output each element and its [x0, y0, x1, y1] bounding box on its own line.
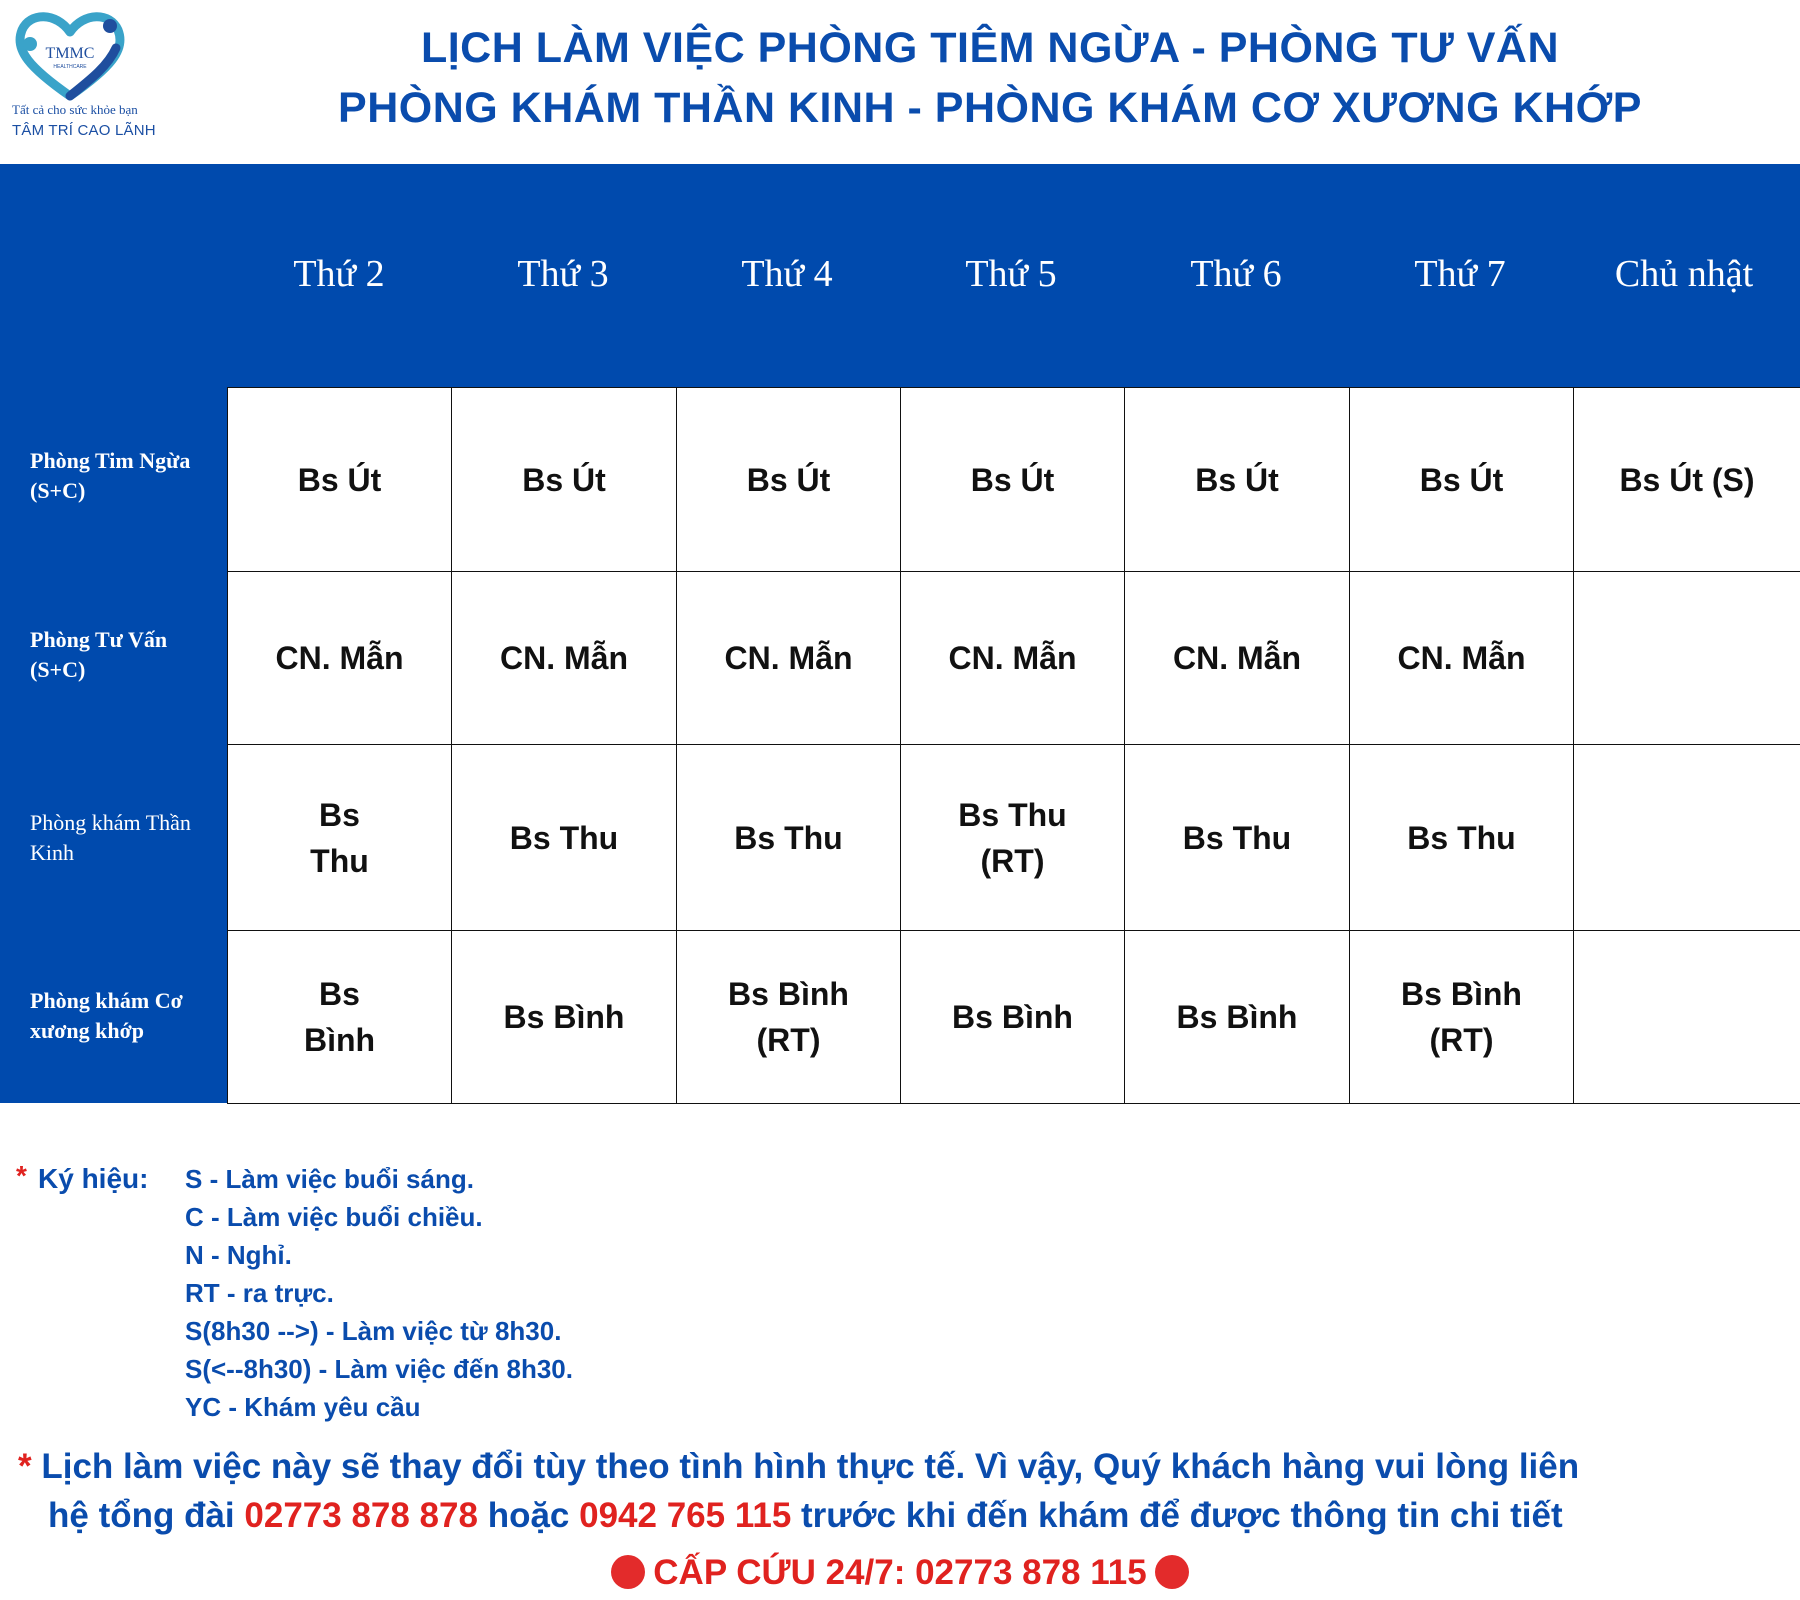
- notice-line-1: Lịch làm việc này sẽ thay đổi tùy theo tình hình thực tế. Vì vậy, Quý khách hàng vui lòng liên: [31, 1447, 1580, 1486]
- emergency-banner: [0, 1553, 1800, 1593]
- schedule-cell: Bs Út: [451, 387, 677, 572]
- legend-item: S(8h30 -->) - Làm việc từ 8h30.: [185, 1316, 562, 1346]
- row-label-musculoskeletal: Phòng khám Cơ xương khớp: [30, 988, 183, 1043]
- notice-text: hoặc: [477, 1496, 580, 1535]
- schedule-cell: Bs Út: [900, 387, 1125, 572]
- legend-title: Ký hiệu:: [38, 1163, 149, 1194]
- day-header: Thứ 7: [1414, 253, 1506, 295]
- schedule-cell: CN. Mẫn: [900, 571, 1125, 745]
- schedule-cell: CN. Mẫn: [451, 571, 677, 745]
- notice-text: trước khi đến khám để được thông tin chi tiết: [791, 1496, 1563, 1535]
- schedule-cell: Bs Út: [676, 387, 901, 572]
- day-header: Thứ 2: [293, 253, 385, 295]
- schedule-cell: Bs Út: [1349, 387, 1574, 572]
- row-label-neurology: Phòng khám Thần Kinh: [30, 810, 191, 865]
- day-header: Thứ 5: [965, 253, 1057, 295]
- day-header: Thứ 6: [1190, 253, 1282, 295]
- logo-tagline: Tất cả cho sức khỏe bạn: [12, 102, 138, 117]
- schedule-cell: [1573, 930, 1800, 1104]
- day-header: Thứ 3: [517, 253, 609, 295]
- day-header: Chủ nhật: [1614, 253, 1754, 295]
- page-title-line-2: PHÒNG KHÁM THẦN KINH - PHÒNG KHÁM CƠ XƯƠNG KHỚP: [338, 84, 1642, 132]
- schedule-cell: Bs Thu: [676, 744, 901, 931]
- notice-text: hệ tổng đài: [48, 1496, 245, 1535]
- schedule-cell: Bs Bình: [900, 930, 1125, 1104]
- red-dot-icon: [1155, 1555, 1189, 1589]
- day-header: Thứ 4: [741, 253, 833, 295]
- legend-item: RT - ra trực.: [185, 1278, 334, 1308]
- schedule-cell: Bs Út: [227, 387, 452, 572]
- schedule-cell: CN. Mẫn: [1349, 571, 1574, 745]
- logo-name: TÂM TRÍ CAO LÃNH: [12, 122, 156, 139]
- legend-item: N - Nghỉ.: [185, 1240, 292, 1270]
- schedule-cell: Bs Bình: [227, 930, 452, 1104]
- schedule-cell: Bs Út (S): [1573, 387, 1800, 572]
- page-title-line-1: LỊCH LÀM VIỆC PHÒNG TIÊM NGỪA - PHÒNG TƯ VẤN: [420, 24, 1560, 72]
- legend-list: [185, 1160, 573, 1426]
- legend-item: C - Làm việc buổi chiều.: [185, 1202, 483, 1232]
- row-label-consultation: Phòng Tư Vấn (S+C): [30, 627, 168, 682]
- schedule-cell: Bs Thu: [451, 744, 677, 931]
- schedule-notice: [18, 1442, 1788, 1540]
- schedule-cell: CN. Mẫn: [227, 571, 452, 745]
- schedule-cell: Bs Út: [1124, 387, 1350, 572]
- schedule-cell: Bs Bình: [1124, 930, 1350, 1104]
- schedule-cell: [1573, 571, 1800, 745]
- schedule-cell: Bs Bình (RT): [676, 930, 901, 1104]
- schedule-cell: CN. Mẫn: [1124, 571, 1350, 745]
- schedule-cell: Bs Thu: [1349, 744, 1574, 931]
- schedule-cell: [1573, 744, 1800, 931]
- schedule-table: [227, 387, 1800, 1103]
- legend-star: *: [16, 1160, 27, 1191]
- legend-item: S - Làm việc buổi sáng.: [185, 1164, 474, 1194]
- red-dot-icon: [611, 1555, 645, 1589]
- logo-sub: HEALTHCARE: [53, 64, 87, 70]
- schedule-cell: Bs Thu: [1124, 744, 1350, 931]
- schedule-cell: Bs Bình (RT): [1349, 930, 1574, 1104]
- heart-logo-icon: [10, 8, 130, 103]
- hotline-phone: 02773 878 878: [244, 1496, 478, 1535]
- emergency-text: CẤP CỨU 24/7: 02773 878 115: [653, 1553, 1147, 1592]
- mobile-phone: 0942 765 115: [579, 1496, 792, 1535]
- legend-item: S(<--8h30) - Làm việc đến 8h30.: [185, 1354, 573, 1384]
- legend-item: YC - Khám yêu cầu: [185, 1392, 421, 1422]
- row-label-vaccination: Phòng Tim Ngừa (S+C): [30, 448, 191, 503]
- schedule-cell: CN. Mẫn: [676, 571, 901, 745]
- schedule-cell: Bs Thu (RT): [900, 744, 1125, 931]
- schedule-cell: Bs Thu: [227, 744, 452, 931]
- schedule-cell: Bs Bình: [451, 930, 677, 1104]
- notice-star: *: [18, 1447, 32, 1486]
- logo-brand: TMMC: [45, 45, 95, 62]
